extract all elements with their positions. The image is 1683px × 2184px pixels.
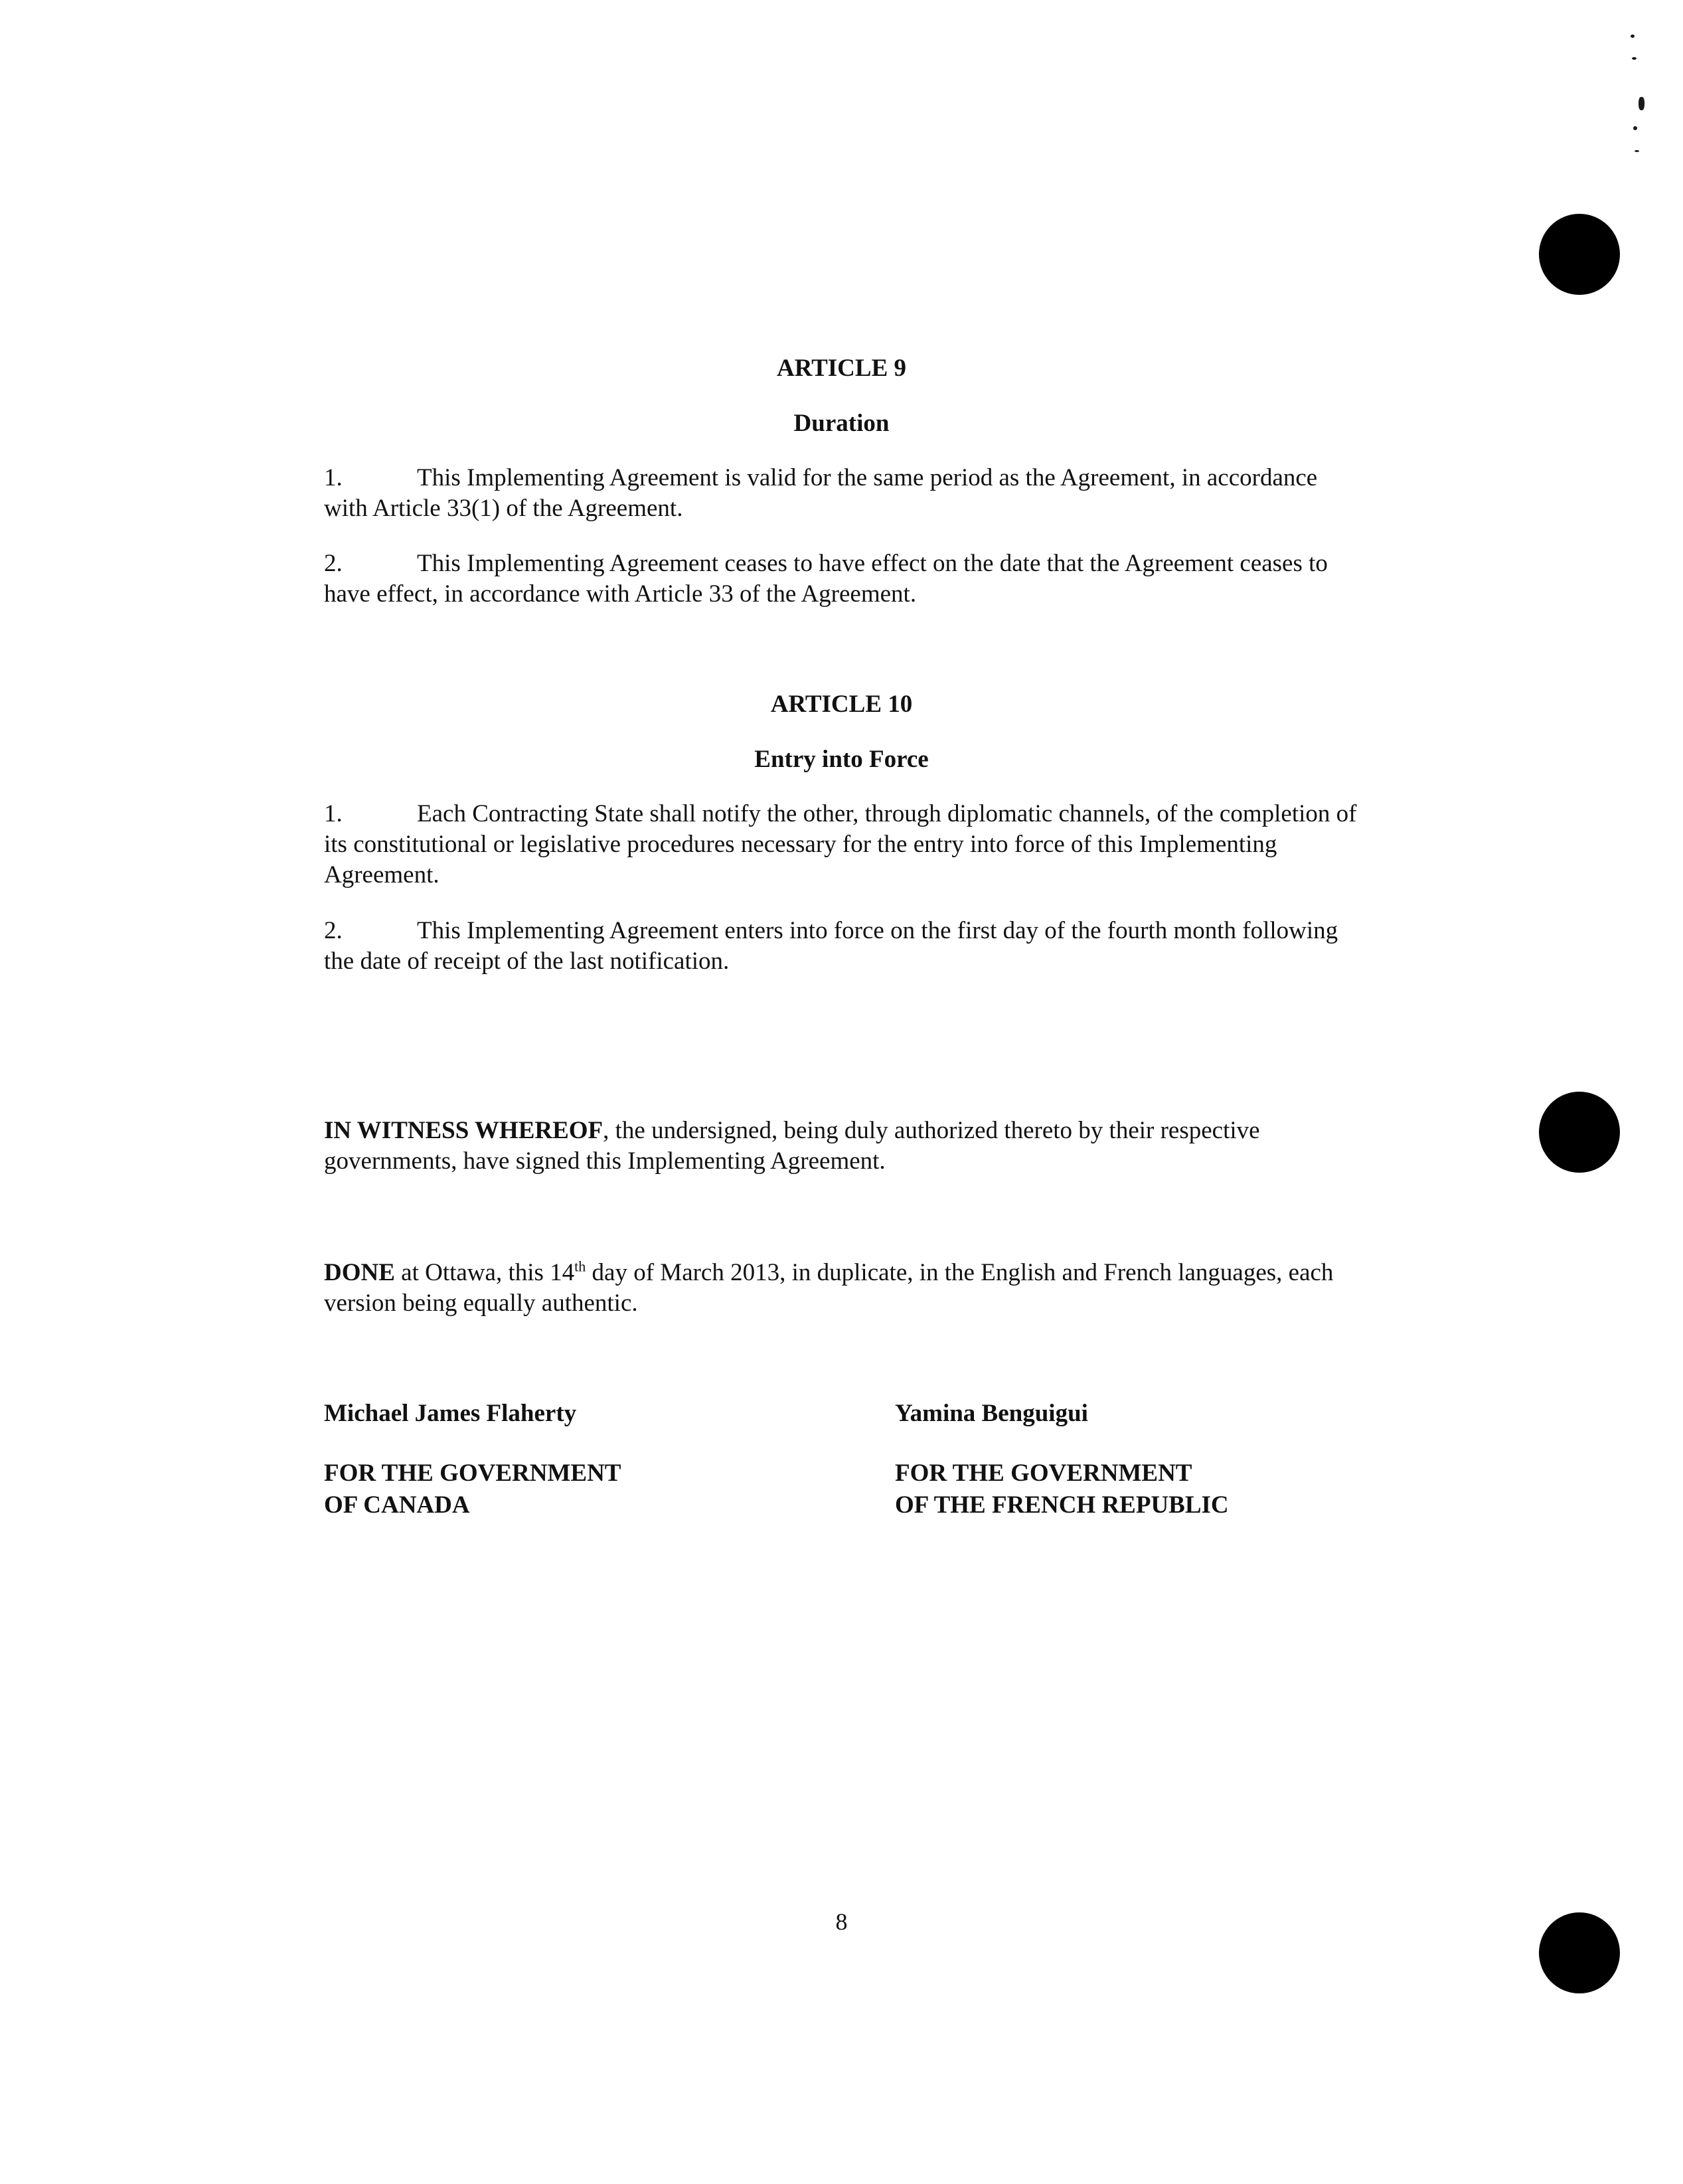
signatory-right-line-2: OF THE FRENCH REPUBLIC [895,1491,1229,1519]
signatory-right-name: Yamina Benguigui [895,1400,1088,1427]
punch-hole-top [1539,214,1620,295]
article-10-subtitle: Entry into Force [754,746,929,773]
signatory-right-line-1: FOR THE GOVERNMENT [895,1460,1192,1487]
done-clause [324,1258,1360,1319]
paragraph-number: 1. [324,464,343,491]
paragraph-text: This Implementing Agreement is valid for the same period as the Agreement, in accordance with Article 33(1) of the Agreement. [324,464,1318,522]
paragraph-text: Each Contracting State shall notify the other, through diplomatic channels, of the completion of its constitutional or legislative procedures necessary for the entry into force of this Implementing Agreement. [324,800,1357,888]
signatory-left-line-1: FOR THE GOVERNMENT [324,1460,621,1487]
signatory-left-name: Michael James Flaherty [324,1400,577,1427]
article-9-paragraph-1 [324,463,1360,524]
scan-speck [1632,57,1637,60]
paragraph-number: 2. [324,550,343,577]
paragraph-number: 1. [324,800,343,827]
article-9-title: ARTICLE 9 [776,355,907,382]
article-10-paragraph-2 [324,916,1360,977]
paragraph-text: This Implementing Agreement enters into force on the first day of the fourth month following the date of receipt of the last notification. [324,917,1338,975]
witness-clause [324,1116,1360,1177]
article-10-title: ARTICLE 10 [770,691,913,718]
page-number: 8 [835,1908,848,1935]
article-9-subtitle: Duration [793,410,890,437]
done-lead: DONE [324,1259,395,1286]
article-10-paragraph-1 [324,799,1360,890]
scan-speck [1635,150,1639,152]
done-text-before: at Ottawa, this 14 [394,1259,575,1286]
done-superscript: th [574,1258,586,1275]
punch-hole-middle [1539,1092,1620,1173]
paragraph-number: 2. [324,917,343,944]
witness-text: , the undersigned, being duly authorized thereto by their respective governments, have signed this Implementing Agreement. [324,1117,1260,1175]
scan-speck [1631,35,1635,38]
scan-speck [1633,126,1637,130]
witness-lead: IN WITNESS WHEREOF [324,1117,603,1144]
paragraph-text: This Implementing Agreement ceases to have effect on the date that the Agreement ceases to have effect, in accordance with Article 33 of the Agreement. [324,550,1328,608]
article-9-paragraph-2 [324,548,1360,610]
done-text-after: day of March 2013, in duplicate, in the English and French languages, each version being equally authentic. [324,1259,1334,1317]
signatory-left-line-2: OF CANADA [324,1491,470,1519]
scan-speck [1639,97,1644,110]
